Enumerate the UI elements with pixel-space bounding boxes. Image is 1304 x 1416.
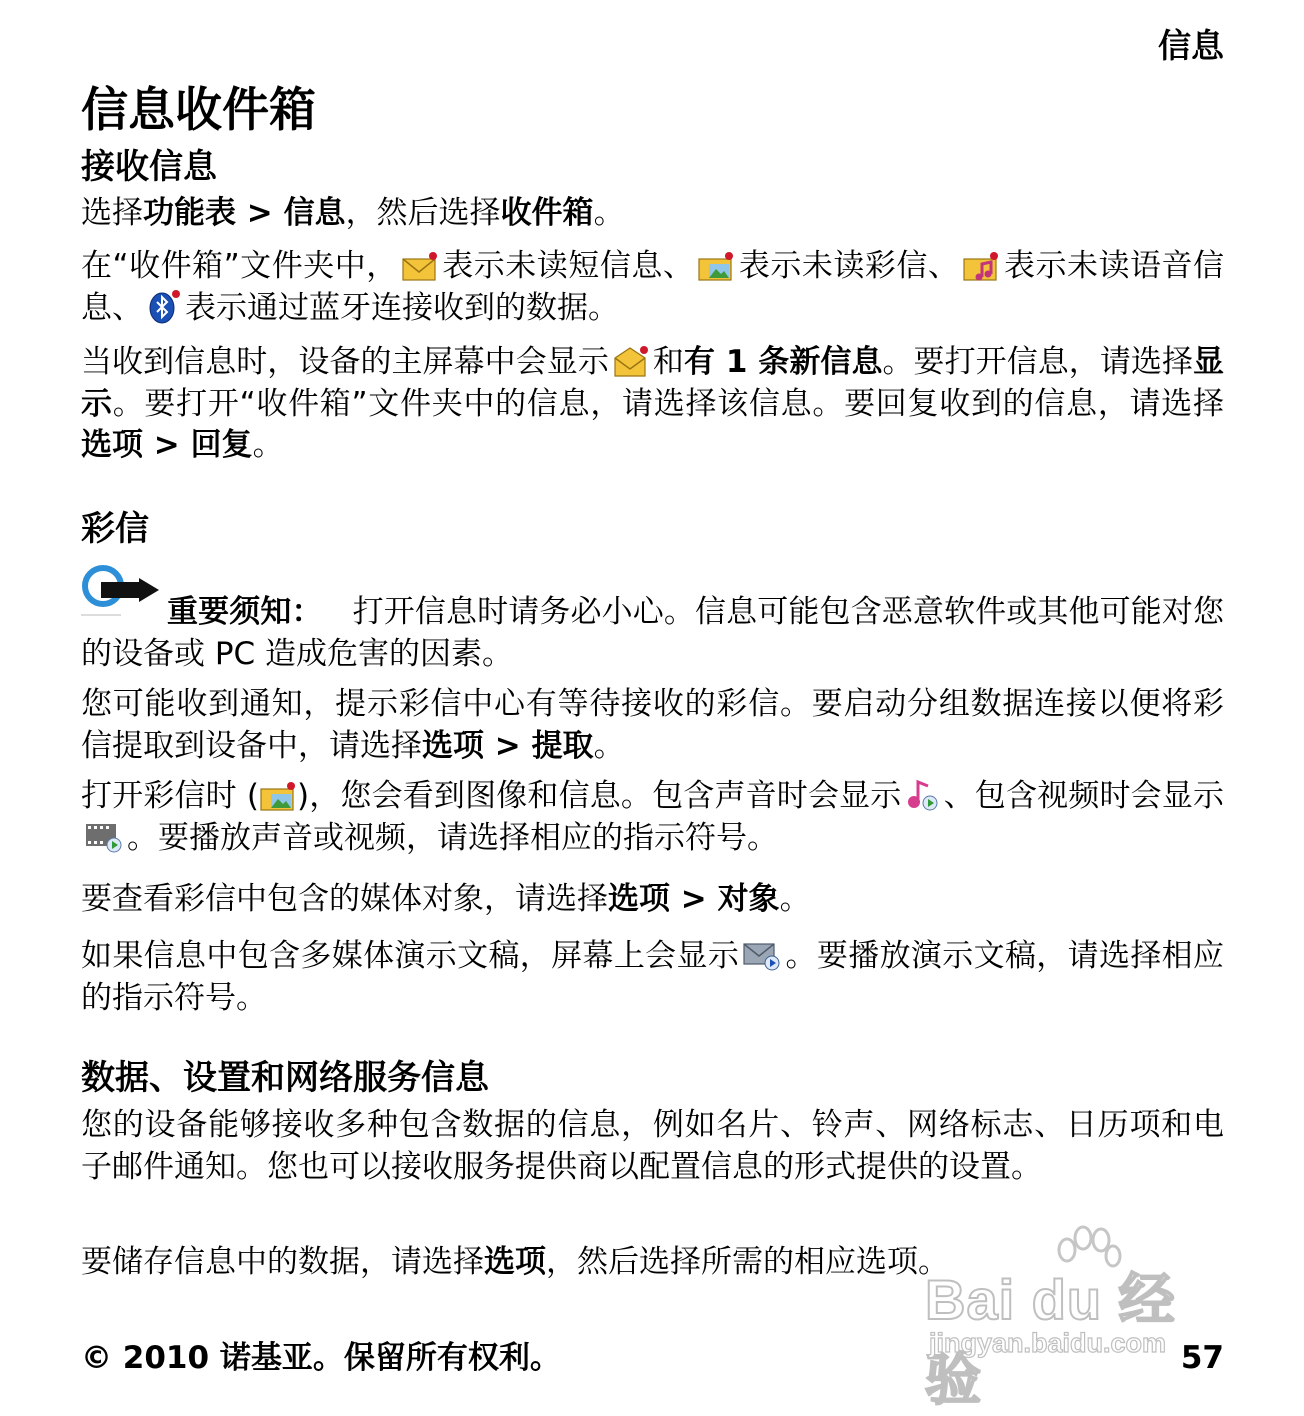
film-play-icon xyxy=(84,818,124,854)
paragraph-mms-open: 打开彩信时 ( )，您会看到图像和信息。包含声音时会显示 、包含视频时会显示 。要播放声音或视频，请选择相应的指示符号。 xyxy=(81,778,1224,856)
baidu-watermark xyxy=(925,1228,1230,1411)
menu-retrieve: 提取 xyxy=(531,727,594,764)
paragraph-mms-presentation: 如果信息中包含多媒体演示文稿，屏幕上会显示 。要播放演示文稿，请选择相应的指示符号。 xyxy=(81,938,1225,1016)
paragraph-inbox-icons: 在“收件箱”文件夹中， 表示未读短信息、 表示未读彩信、 表示未读语音信息、 表示通过蓝牙连接收到的数据。 xyxy=(81,248,1225,326)
heading-mms: 彩信 xyxy=(81,509,149,549)
new-message-icon xyxy=(612,344,650,378)
menu-options: 选项 xyxy=(484,1244,546,1280)
menu-path-inbox: 收件箱 xyxy=(500,195,594,231)
softkey-show: 显示 xyxy=(81,344,1225,422)
menu-path-messages: 信息 xyxy=(283,195,346,231)
page-number: 57 xyxy=(1180,1340,1224,1376)
menu-options: 选项 xyxy=(81,427,143,463)
picture-envelope-unread-icon xyxy=(259,780,297,812)
music-note-play-icon xyxy=(904,776,940,812)
new-message-text: 有 1 条新信息 xyxy=(683,344,883,380)
bluetooth-icon xyxy=(146,288,182,324)
paragraph-save-data: 要储存信息中的数据，请选择选项，然后选择所需的相应选项。 xyxy=(81,1244,949,1280)
menu-path-functions: 功能表 xyxy=(143,195,236,231)
music-envelope-unread-icon xyxy=(962,250,1000,282)
watermark-brand: Bai du 经验 xyxy=(925,1268,1176,1411)
menu-options: 选项 xyxy=(608,881,670,917)
important-notice: 重要须知： 打开信息时请务必小心。信息可能包含恶意软件或其他可能对您的设备或 PC 造成危害的因素。 xyxy=(81,594,1225,672)
paragraph-mms-retrieve: 您可能收到通知，提示彩信中心有等待接收的彩信。要启动分组数据连接以便将彩信提取到设备中，请选择选项 > 提取。 xyxy=(81,686,1224,764)
menu-reply: 回复 xyxy=(190,427,253,463)
notice-label: 重要须知： xyxy=(167,594,323,630)
picture-envelope-unread-icon xyxy=(697,250,735,282)
heading-data-settings: 数据、设置和网络服务信息 xyxy=(81,1058,489,1098)
paragraph-data-messages: 您的设备能够接收多种包含数据的信息，例如名片、铃声、网络标志、日历项和电子邮件通知。您也可以接收服务提供商以配置信息的形式提供的设置。 xyxy=(81,1107,1224,1185)
page-title: 信息收件箱 xyxy=(81,83,316,138)
paragraph-new-message: 当收到信息时，设备的主屏幕中会显示 和有 1 条新信息。要打开信息，请选择显示。要打开“收件箱”文件夹中的信息，请选择该信息。要回复收到的信息，请选择选项 > 回复。 xyxy=(81,344,1225,463)
copyright: © 2010 诺基亚。保留所有权利。 xyxy=(81,1340,561,1376)
heading-receive-messages: 接收信息 xyxy=(81,147,217,187)
menu-options: 选项 xyxy=(422,727,484,764)
presentation-envelope-icon xyxy=(742,936,782,972)
watermark-url: jingyan.baidu.com xyxy=(929,1328,1167,1358)
menu-objects: 对象 xyxy=(717,881,780,917)
paragraph-select-inbox: 选择功能表 > 信息，然后选择收件箱。 xyxy=(81,195,625,231)
paragraph-mms-objects: 要查看彩信中包含的媒体对象，请选择选项 > 对象。 xyxy=(81,881,811,917)
envelope-unread-icon xyxy=(401,250,439,282)
running-header: 信息 xyxy=(1158,26,1224,65)
